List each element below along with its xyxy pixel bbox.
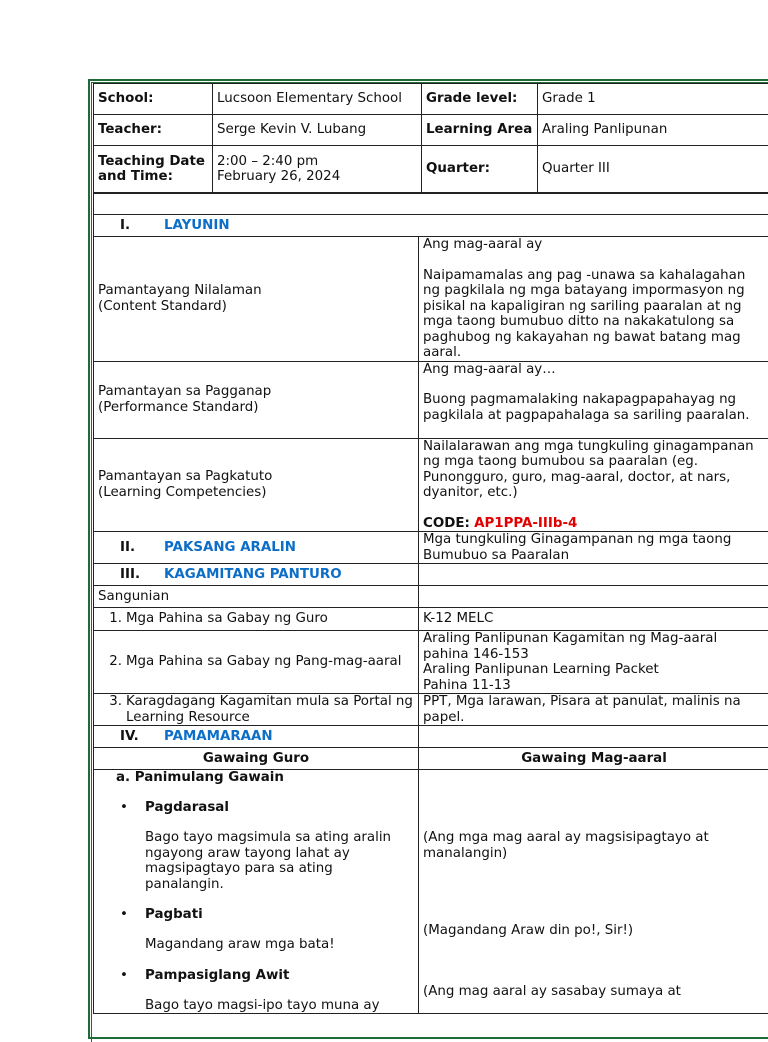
competency-label-2: (Learning Competencies) bbox=[98, 485, 414, 501]
material-2-value-4: Pahina 11-13 bbox=[423, 678, 765, 694]
song-heading bbox=[98, 968, 414, 983]
section-number: I. bbox=[98, 218, 164, 234]
date-value: February 26, 2024 bbox=[217, 169, 417, 185]
material-1-num: 1. bbox=[98, 611, 126, 627]
content-standard-text: Naipamamalas ang pag -unawa sa kahalagahan ng pagkilala ng mga batayang impormasyon ng pisikal na kapaligiran ng sariling paaralan at ng mga taong bumubuo ditto na nakakatulong sa paghubog ng kakayahan ng bawat batang mag aaral. bbox=[423, 268, 765, 361]
section-row-pamamaraan bbox=[94, 726, 768, 748]
section-number: IV. bbox=[98, 729, 164, 745]
performance-standard-text: Buong pagmamalaking nakapagpapahayag ng pagkilala at pagpapahalaga sa sariling paaralan. bbox=[423, 392, 765, 423]
table-row-material-2 bbox=[94, 631, 768, 694]
table-row-performance-standard bbox=[94, 361, 768, 438]
header-table bbox=[93, 83, 768, 193]
material-1-value: K-12 MELC bbox=[419, 608, 768, 631]
prayer-student-text: (Ang mga mag aaral ay magsisipagtayo at manalangin) bbox=[423, 830, 765, 861]
section-number: III. bbox=[98, 567, 164, 583]
teacher-activity-header: Gawaing Guro bbox=[94, 748, 419, 770]
bullet-icon: • bbox=[98, 800, 145, 815]
topic-value bbox=[419, 532, 768, 564]
material-2-value-2: pahina 146-153 bbox=[423, 647, 765, 663]
song-student-text: (Ang mag aaral ay sasabay sumaya at bbox=[423, 984, 765, 1000]
material-2-num: 2. bbox=[98, 654, 126, 670]
school-value: Lucsoon Elementary School bbox=[213, 84, 422, 115]
table-row-material-1 bbox=[94, 608, 768, 631]
material-2-text: Mga Pahina sa Gabay ng Pang-mag-aaral bbox=[126, 654, 414, 670]
performance-standard-label bbox=[94, 361, 419, 438]
greeting-student-text: (Magandang Araw din po!, Sir!) bbox=[423, 923, 765, 939]
table-row-sangunian bbox=[94, 586, 768, 608]
datetime-value bbox=[213, 146, 422, 193]
section-row-layunin bbox=[94, 215, 768, 237]
grade-value: Grade 1 bbox=[538, 84, 768, 115]
spacer-row bbox=[94, 194, 768, 215]
section-title-pamamaraan: PAMAMARAAN bbox=[164, 729, 273, 744]
competency-label-1: Pamantayan sa Pagkatuto bbox=[98, 469, 414, 485]
teacher-activities bbox=[94, 770, 419, 1014]
greeting-title: Pagbati bbox=[145, 907, 203, 922]
area-label: Learning Area bbox=[422, 115, 538, 146]
quarter-label: Quarter: bbox=[422, 146, 538, 193]
code-label: CODE: bbox=[423, 516, 470, 531]
lesson-plan-table bbox=[93, 193, 768, 1014]
section-row-paksang-aralin bbox=[94, 532, 768, 564]
performance-standard-intro: Ang mag-aaral ay… bbox=[423, 362, 765, 378]
material-3-text: Karagdagang Kagamitan mula sa Portal ng Learning Resource bbox=[126, 694, 414, 725]
performance-standard-label-1: Pamantayan sa Pagganap bbox=[98, 384, 414, 400]
bullet-icon: • bbox=[98, 907, 145, 922]
section-title-paksang-aralin: PAKSANG ARALIN bbox=[164, 540, 296, 555]
material-3-label bbox=[94, 694, 419, 726]
material-3-value: PPT, Mga larawan, Pisara at panulat, malinis na papel. bbox=[419, 694, 768, 726]
bullet-icon: • bbox=[98, 968, 145, 983]
material-1-label bbox=[94, 608, 419, 631]
sources-label: Sangunian bbox=[94, 586, 419, 608]
greeting-heading bbox=[98, 907, 414, 922]
competency-label bbox=[94, 438, 419, 532]
code-value: AP1PPA-IIIb-4 bbox=[474, 516, 577, 531]
performance-standard-label-2: (Performance Standard) bbox=[98, 400, 414, 416]
performance-standard-value bbox=[419, 361, 768, 438]
quarter-value: Quarter III bbox=[538, 146, 768, 193]
table-row-material-3 bbox=[94, 694, 768, 726]
datetime-label: Teaching Date and Time: bbox=[94, 146, 213, 193]
competency-code bbox=[423, 516, 765, 532]
song-teacher-text: Bago tayo magsi-ipo tayo muna ay bbox=[98, 998, 414, 1014]
material-2-value-1: Araling Panlipunan Kagamitan ng Mag-aaral bbox=[423, 631, 765, 647]
topic-text: Mga tungkuling Ginagampanan ng mga taong Bumubuo sa Paaralan bbox=[423, 532, 768, 563]
prayer-title: Pagdarasal bbox=[145, 800, 229, 815]
song-title: Pampasiglang Awit bbox=[145, 968, 289, 983]
teacher-value: Serge Kevin V. Lubang bbox=[213, 115, 422, 146]
content-standard-intro: Ang mag-aaral ay bbox=[423, 237, 765, 253]
material-3-num: 3. bbox=[98, 694, 126, 725]
content-standard-label bbox=[94, 237, 419, 362]
student-activity-header: Gawaing Mag-aaral bbox=[419, 748, 768, 770]
time-value: 2:00 – 2:40 pm bbox=[217, 154, 417, 170]
student-activities bbox=[419, 770, 768, 1014]
content-standard-label-2: (Content Standard) bbox=[98, 299, 414, 315]
competency-text: Nailalarawan ang mga tungkuling ginagampanan ng mga taong bumubou sa paaralan (eg. Punongguro, guro, mag-aaral, doctor, at nars, dyanitor, etc.) bbox=[423, 439, 765, 501]
area-value: Araling Panlipunan bbox=[538, 115, 768, 146]
table-row-procedure-body bbox=[94, 770, 768, 1014]
content-standard-label-1: Pamantayang Nilalaman bbox=[98, 283, 414, 299]
prayer-teacher-text: Bago tayo magsimula sa ating aralin ngayong araw tayong lahat ay magsipagtayo para sa ating panalangin. bbox=[98, 830, 414, 892]
section-row-kagamitan bbox=[94, 564, 768, 586]
part-a-title: a. Panimulang Gawain bbox=[98, 770, 414, 785]
greeting-teacher-text: Magandang araw mga bata! bbox=[98, 937, 414, 953]
table-row-learning-competencies bbox=[94, 438, 768, 532]
table-row-procedure-header bbox=[94, 748, 768, 770]
teacher-label: Teacher: bbox=[94, 115, 213, 146]
section-title-kagamitan: KAGAMITANG PANTURO bbox=[164, 567, 342, 582]
material-1-text: Mga Pahina sa Gabay ng Guro bbox=[126, 611, 328, 626]
grade-label: Grade level: bbox=[422, 84, 538, 115]
table-row-content-standard bbox=[94, 237, 768, 362]
material-2-value-3: Araling Panlipunan Learning Packet bbox=[423, 662, 765, 678]
prayer-heading bbox=[98, 800, 414, 815]
competency-value bbox=[419, 438, 768, 532]
material-2-label bbox=[94, 631, 419, 694]
section-number: II. bbox=[98, 540, 164, 556]
school-label: School: bbox=[94, 84, 213, 115]
content-standard-value bbox=[419, 237, 768, 362]
section-title-layunin: LAYUNIN bbox=[164, 218, 230, 233]
material-2-value bbox=[419, 631, 768, 694]
